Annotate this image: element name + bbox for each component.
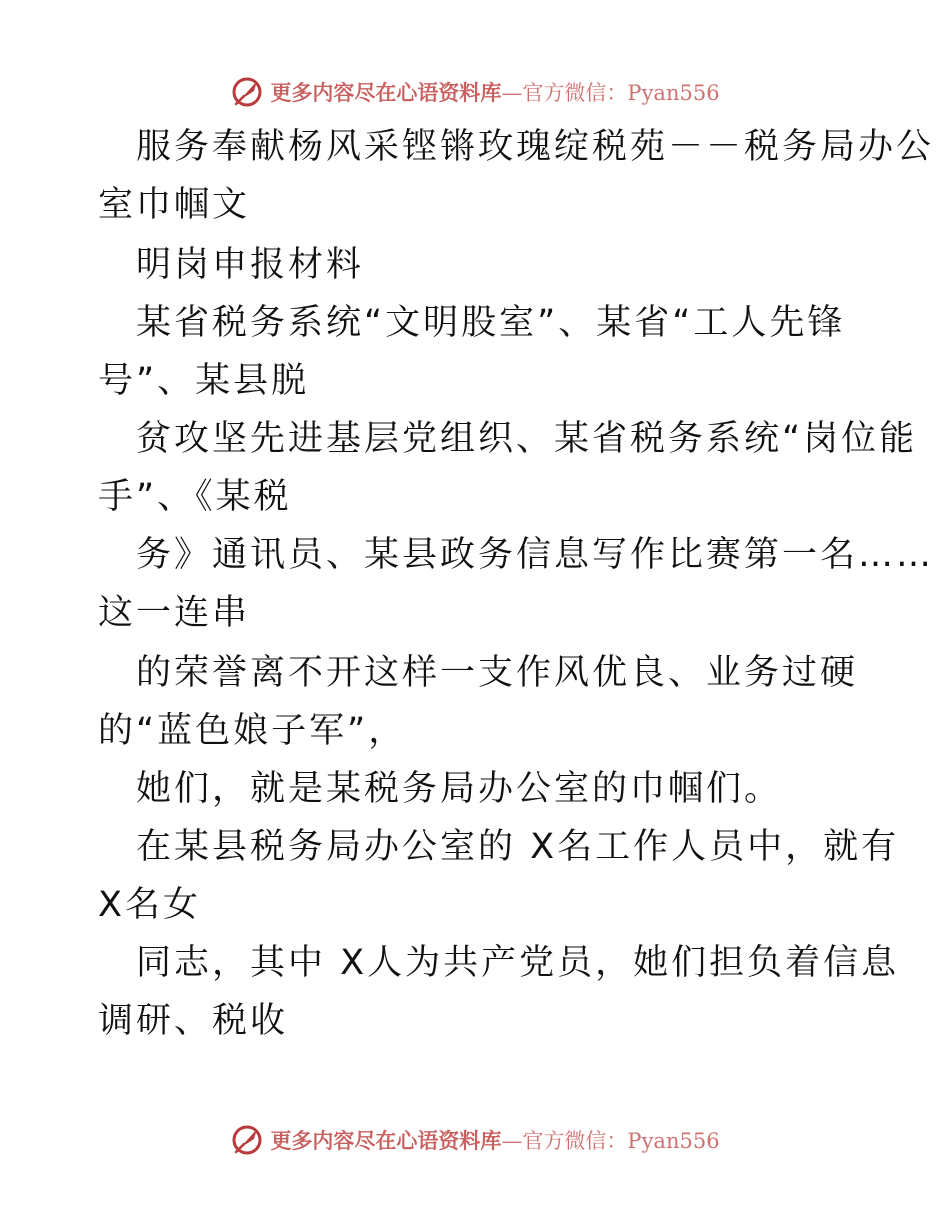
text-line: 服务奉献杨风采铿锵玫瑰绽税苑－－税务局办公 [136,127,935,167]
text-line: 她们，就是某税务局办公室的巾帼们。 [136,769,783,809]
footer-banner [0,1120,950,1160]
banner-text-main: 更多内容尽在心语资料库 [270,80,502,105]
banner-text-main: 更多内容尽在心语资料库 [270,1128,502,1153]
text-line: X名女 [98,885,201,925]
text-line: 贫攻坚先进基层党组织、某省税务系统“岗位能 [136,419,918,459]
banner-text-sub: —官方微信：Pyan556 [501,81,720,105]
text-line: 明岗申报材料 [136,245,365,285]
text-line: 的荣誉离不开这样一支作风优良、业务过硬 [136,653,859,693]
text-line: 室巾帼文 [98,185,251,225]
quill-logo-icon [230,75,264,109]
text-line: 手”、《某税 [98,477,292,517]
banner-text [270,77,719,107]
text-line: 在某县税务局办公室的 X名工作人员中，就有 [136,827,900,867]
text-line: 务》通讯员、某县政务信息写作比赛第一名…… [136,535,935,575]
banner-text-sub: —官方微信：Pyan556 [501,1129,720,1153]
header-banner [0,72,950,112]
text-line: 调研、税收 [98,1001,289,1041]
text-line: 某省税务系统“文明股室”、某省“工人先锋 [136,303,846,343]
quill-logo-icon [230,1123,264,1157]
text-line: 这一连串 [98,593,251,633]
text-line: 同志，其中 X人为共产党员，她们担负着信息 [136,943,900,983]
banner-text [270,1125,719,1155]
text-line: 号”、某县脱 [98,361,310,401]
text-line: 的“蓝色娘子军”， [98,711,407,751]
